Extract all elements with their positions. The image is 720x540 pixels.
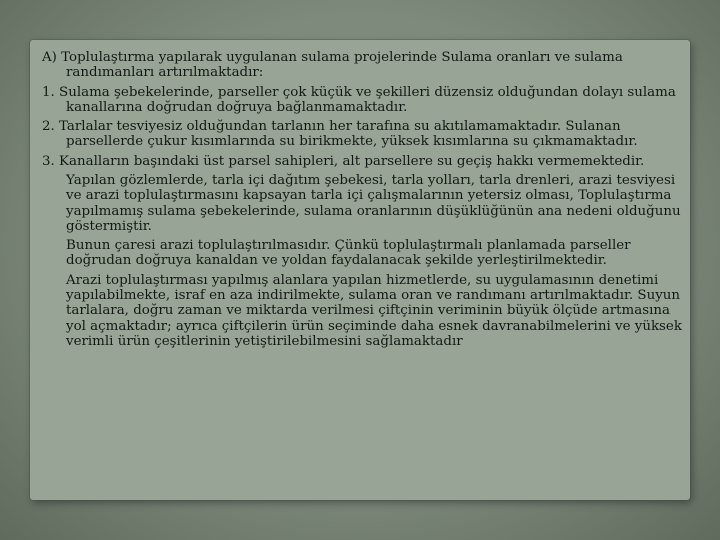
paragraph-solution: Bunun çaresi arazi toplulaştırılmasıdır. Çünkü toplulaştırmalı planlamada parseller doğrudan doğruya kanaldan ve yoldan faydalanacak şekilde yerleştirilmektedir.	[66, 238, 631, 269]
paragraph-observations: Yapılan gözlemlerde, tarla içi dağıtım şebekesi, tarla yolları, tarla drenleri, arazi tesviyesi ve arazi toplulaştırmasını kapsayan tarla içi çalışmalarının yetersiz olması, Toplulaştırma yapılmamış sulama şebekelerinde, sulama oranlarının düşüklüğünün ana nedeni olduğunu göstermiştir.	[66, 172, 681, 234]
list-item-1: 1. Sulama şebekelerinde, parseller çok küçük ve şekilleri düzensiz olduğundan dolayı sulama kanallarına doğrudan doğruya bağlanmamaktadır.	[42, 84, 676, 115]
paragraph-benefits: Arazi toplulaştırması yapılmış alanlara yapılan hizmetlerde, su uygulamasının denetimi yapılabilmekte, israf en aza indirilmekte, sulama oran ve randımanı artırılmaktadır. Suyun tarlalara, doğru zaman ve miktarda verilmesi çiftçinin veriminin büyük ölçüde artmasına yol açmaktadır; ayrıca çiftçilerin ürün seçiminde daha esnek davranabilmelerini ve yüksek verimli ürün çeşitlerinin yetiştirilebilmesini sağlamaktadır	[66, 272, 682, 349]
slide-text	[42, 50, 682, 353]
paragraph-a: A) Toplulaştırma yapılarak uygulanan sulama projelerinde Sulama oranları ve sulama randımanları artırılmaktadır:	[42, 50, 623, 81]
list-item-2: 2. Tarlalar tesviyesiz olduğundan tarlanın her tarafına su akıtılamamaktadır. Sulanan parsellerde çukur kısımlarında su birikmekte, yüksek kısımlarına su çıkmamaktadır.	[42, 119, 638, 150]
list-item-3: 3. Kanalların başındaki üst parsel sahipleri, alt parsellere su geçiş hakkı vermemektedir.	[42, 153, 645, 169]
